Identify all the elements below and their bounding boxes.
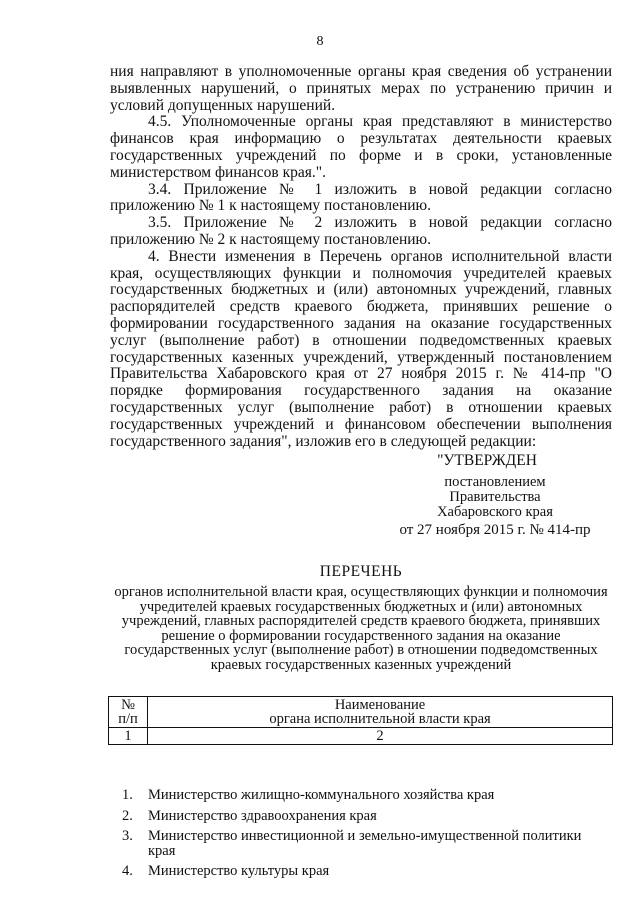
- list-item: [110, 864, 612, 879]
- item-number: 1.: [122, 787, 133, 803]
- paragraph: 3.5. Приложение № 2 изложить в новой редакции согласно приложению № 2 к настоящему постановлению.: [110, 214, 612, 248]
- header-text: №: [121, 697, 135, 713]
- paragraph: 4. Внести изменения в Перечень органов исполнительной власти края, осуществляющих функции и полномочия учредителей краевых государственных бюджетных и (или) автономных учреждений, главных распорядителей средств краевого бюджета, принявших решение о формировании государственного задания на оказание государственных услуг (выполнение работ) в отношении подведомственных краевых государственных казенных учреждений, утвержденный постановлением Правительства Хабаровского края от 27 ноября 2015 г. № 414-пр "О порядке формирования государственного задания на оказание государственных услуг (выполнение работ) в отношении краевых государственных учреждений и финансовом обеспечении выполнения государственного задания", изложив его в следующей редакции:: [110, 247, 612, 450]
- item-number: 4.: [122, 863, 133, 879]
- body-text: [110, 64, 612, 450]
- item-number: 3.: [122, 828, 133, 844]
- list-title: ПЕРЕЧЕНЬ: [319, 563, 403, 580]
- header-text: Наименование: [334, 697, 426, 713]
- table-header-row: [109, 697, 613, 728]
- paragraph: ния направляют в уполномоченные органы края сведения об устранении выявленных нарушений, о принятых мерах по устранению причин и условий допущенных нарушений.: [110, 63, 612, 114]
- approval-line: Правительства: [449, 489, 541, 505]
- approval-heading: "УТВЕРЖДЕН: [437, 452, 537, 469]
- item-name: Министерство здравоохранения края: [148, 807, 377, 824]
- item-name: Министерство жилищно-коммунального хозяйства края: [148, 787, 495, 803]
- header-text: органа исполнительной власти края: [269, 711, 491, 727]
- item-number: 2.: [122, 807, 133, 824]
- header-cell-number: [109, 697, 148, 728]
- paragraph: 4.5. Уполномоченные органы края представляют в министерство финансов края информацию о результатах деятельности краевых государственных учреждений по форме и в сроки, установленные министерством финансов края.".: [110, 113, 612, 181]
- paragraph: 3.4. Приложение № 1 изложить в новой редакции согласно приложению № 1 к настоящему постановлению.: [110, 180, 612, 215]
- header-cell-name: [148, 697, 613, 728]
- header-text: п/п: [118, 711, 138, 727]
- organizations-table: [108, 696, 613, 745]
- index-cell: 1: [109, 728, 148, 745]
- organization-list: [110, 788, 612, 885]
- approval-line: постановлением: [444, 474, 546, 490]
- item-name: Министерство культуры края: [148, 863, 330, 879]
- page-number: 8: [316, 34, 324, 49]
- list-item: [110, 809, 612, 824]
- list-item: [110, 829, 612, 858]
- approval-stamp: [380, 452, 610, 538]
- table-index-row: [109, 728, 613, 745]
- index-cell: 2: [148, 728, 613, 745]
- approval-date: от 27 ноября 2015 г. № 414-пр: [399, 522, 591, 538]
- list-subtitle: органов исполнительной власти края, осуществляющих функции и полномочия учредителей краевых государственных бюджетных и (или) автономных учреждений, главных распорядителей средств краевого бюджета, принявших решение о формировании государственного задания на оказание государственных услуг (выполнение работ) в отношении подведомственных краевых государственных казенных учреждений: [114, 584, 608, 673]
- item-name: Министерство инвестиционной и земельно-имущественной политики края: [148, 828, 582, 859]
- approval-line: Хабаровского края: [437, 504, 553, 520]
- list-item: [110, 788, 612, 803]
